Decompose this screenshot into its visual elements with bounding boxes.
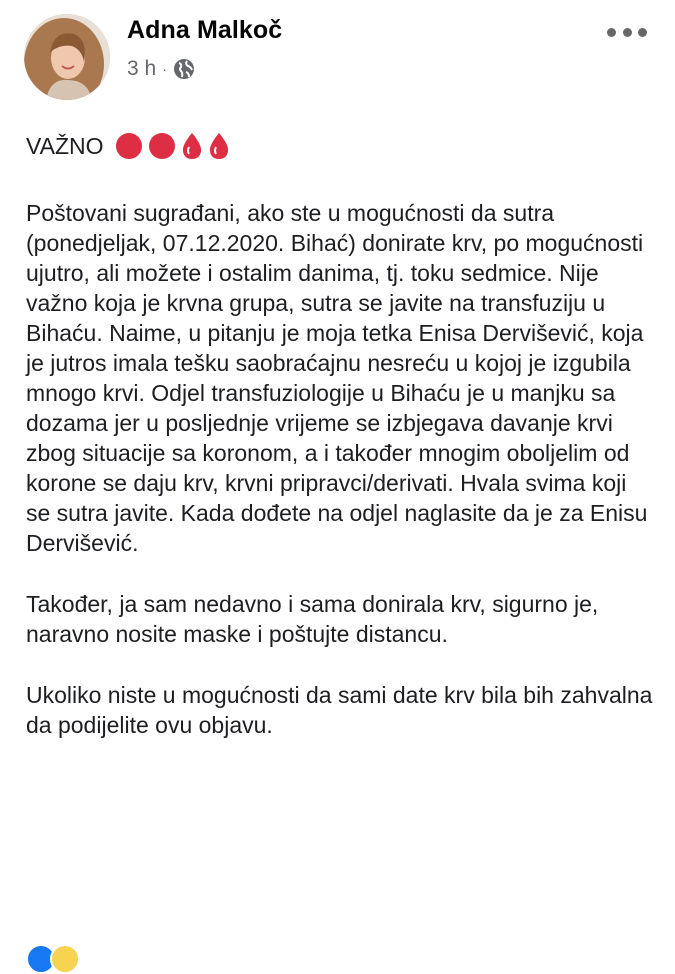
author-avatar[interactable]	[24, 14, 110, 100]
blood-drop-icon	[207, 131, 231, 161]
reaction-summary[interactable]	[26, 944, 80, 964]
red-circle-icon	[114, 131, 144, 161]
headline-line	[26, 128, 656, 164]
author-name[interactable]: Adna Malkoč	[127, 16, 283, 44]
post-paragraph-1: Poštovani sugrađani, ako ste u mogućnosti da sutra (ponedjeljak, 07.12.2020. Bihać) donirate krv, po mogućnosti ujutro, ali možete i ostalim danima, tj. toku sedmice. Nije važno koja je krvna grupa, sutra se javite na transfuziju u Bihaću. Naime, u pitanju je moja tetka Enisa Dervišević, koja je jutros imala tešku saobraćajnu nesreću u kojoj je izgubila mnogo krvi. Odjel transfuziologije u Bihaću je u manjku sa dozama jer u posljednje vrijeme se izbjegava davanje krvi zbog situacije sa koronom, a i također mnogim oboljelim od korone se daju krv, krvni pripravci/derivati. Hvala svima koji se sutra javite. Kada dođete na odjel naglasite da je za Enisu Dervišević.	[26, 200, 648, 556]
blood-drop-icon	[180, 131, 204, 161]
more-dot-icon	[607, 28, 616, 37]
red-circle-icon	[147, 131, 177, 161]
headline-text: VAŽNO	[26, 133, 104, 159]
more-options-button[interactable]	[607, 20, 647, 44]
post-content	[26, 128, 656, 740]
globe-icon[interactable]	[173, 58, 195, 80]
meta-separator: ·	[162, 61, 167, 77]
post-meta	[127, 55, 195, 83]
more-dot-icon	[638, 28, 647, 37]
post-paragraph-3: Ukoliko niste u mogućnosti da sami date krv bila bih zahvalna da podijelite ovu objavu.	[26, 682, 653, 738]
post-paragraph-2: Također, ja sam nedavno i sama donirala krv, sigurno je, naravno nosite maske i poštujte distancu.	[26, 591, 599, 647]
post-header	[24, 14, 651, 104]
more-dot-icon	[623, 28, 632, 37]
headline-emojis	[114, 131, 231, 161]
haha-reaction-icon	[50, 944, 80, 974]
avatar-photo	[24, 14, 110, 100]
post-time[interactable]: 3 h	[127, 57, 157, 80]
